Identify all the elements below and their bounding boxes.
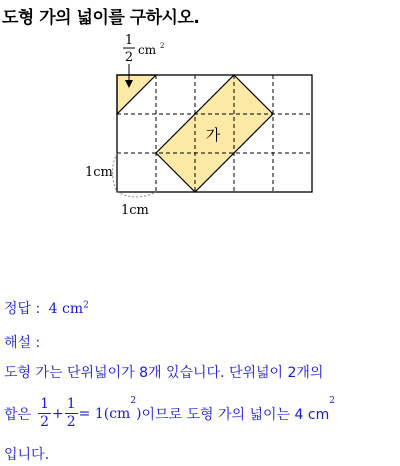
- equation-result: = 1(cm: [78, 405, 131, 422]
- solution-line2-suffix: 이므로 도형 가의 넓이는 4 cm: [141, 406, 330, 423]
- solution-line2-prefix: 합은: [4, 406, 32, 423]
- answer-unit: cm: [62, 301, 84, 317]
- equation-close: ): [136, 405, 142, 422]
- answer-unit-exponent: 2: [83, 300, 89, 311]
- solution-line-1: 도형 가는 단위넓이가 8개 있습니다. 단위넓이 2개의: [4, 365, 324, 381]
- question-text: 도형 가의 넓이를 구하시오.: [2, 8, 200, 28]
- fraction-1-numerator: 1: [40, 396, 49, 412]
- grid-figure: [0, 0, 400, 230]
- side-dimension-brace: [113, 153, 118, 192]
- solution-line-3: 입니다.: [4, 447, 50, 463]
- callout-unit: cm: [138, 43, 157, 57]
- answer-label: 정답 :: [4, 301, 41, 317]
- answer-value: 4: [48, 301, 58, 317]
- fraction-1: [38, 396, 51, 431]
- shape-ga-label: 가: [205, 126, 221, 144]
- equation-exponent: 2: [130, 396, 137, 406]
- callout-unit-exponent: 2: [160, 42, 165, 50]
- side-dimension-label: 1cm: [85, 165, 113, 180]
- solution-line-2: [4, 396, 335, 431]
- callout-denominator: 2: [124, 50, 134, 65]
- solution-line2-exponent: 2: [329, 396, 335, 406]
- fraction-2-denominator: 2: [66, 414, 76, 430]
- bottom-dimension-brace: [117, 192, 156, 197]
- bottom-dimension-label: 1cm: [121, 203, 149, 218]
- fraction-2: [65, 396, 78, 431]
- plus-sign: +: [51, 405, 64, 422]
- callout-numerator: 1: [124, 33, 134, 48]
- half-square-shape: [117, 75, 156, 114]
- fraction-1-denominator: 2: [40, 414, 49, 430]
- fraction-2-numerator: 1: [66, 396, 76, 412]
- solution-label: 해설 :: [4, 335, 41, 351]
- answer-line: [4, 298, 89, 318]
